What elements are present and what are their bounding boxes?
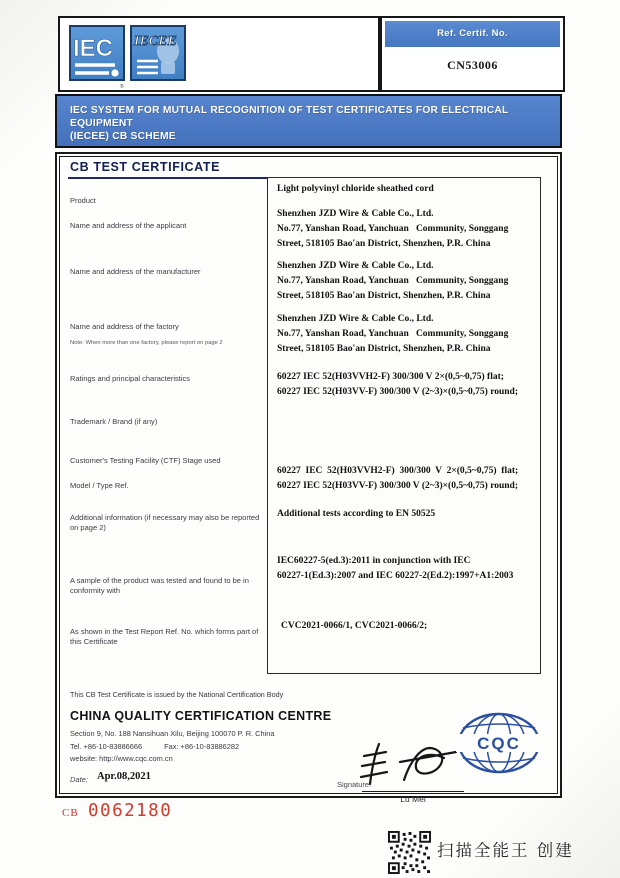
- ncb-name: CHINA QUALITY CERTIFICATION CENTRE: [70, 709, 332, 723]
- ncb-tel: Tel. +86-10-83886666: [70, 742, 143, 751]
- certificate-title: CB TEST CERTIFICATE: [70, 160, 221, 174]
- field-label-additional-info: Additional information (if necessary may also be reported on page 2): [70, 513, 260, 532]
- cb-stamp-prefix: CB: [62, 807, 79, 819]
- value-line: Shenzhen JZD Wire & Cable Co., Ltd.: [277, 209, 434, 219]
- qr-code: [388, 831, 431, 874]
- field-value-factory: [277, 312, 539, 356]
- ref-certif-label: Ref. Certif. No.: [385, 21, 560, 47]
- registered-mark: ®: [120, 84, 124, 90]
- value-line: 60227 IEC 52(H03VVH2-F) 300/300 V 2×(0,5~0,75) flat;: [277, 372, 504, 382]
- field-label-test-report: As shown in the Test Report Ref. No. which forms part of this Certificate: [70, 627, 259, 646]
- field-label-trademark: Trademark / Brand (if any): [70, 417, 158, 426]
- scheme-banner-text: [70, 104, 550, 143]
- signature-line: [362, 791, 464, 792]
- qr-caption: 扫描全能王 创建: [437, 841, 574, 860]
- field-label-model-type: Model / Type Ref.: [70, 481, 129, 490]
- iec-logo-icon: [69, 25, 125, 81]
- cb-stamp-number: 0062180: [88, 801, 173, 821]
- svg-text:IECEE: IECEE: [134, 34, 177, 49]
- value-line: Shenzhen JZD Wire & Cable Co., Ltd.: [277, 314, 434, 324]
- field-value-model-type: [277, 464, 539, 494]
- ncb-tel-fax: [70, 742, 239, 751]
- field-value-ratings: [277, 370, 539, 400]
- field-label-product: Product: [70, 196, 96, 205]
- ncb-website: website: http://www.cqc.com.cn: [70, 754, 173, 763]
- value-line: Light polyvinyl chloride sheathed cord: [277, 184, 434, 194]
- banner-line-2: (IECEE) CB SCHEME: [70, 131, 176, 142]
- factory-note: Note: When more than one factory, please report on page 2: [70, 340, 223, 346]
- value-line: 60227 IEC 52(H03VVH2-F) 300/300 V 2×(0,5~0,75) flat;: [277, 466, 519, 476]
- field-value-applicant: [277, 207, 539, 251]
- field-label-applicant: Name and address of the applicant: [70, 221, 187, 230]
- field-value-test-report: [281, 619, 543, 634]
- field-label-ratings: Ratings and principal characteristics: [70, 374, 191, 383]
- signature-label: Signature:: [337, 780, 372, 789]
- value-line: Additional tests according to EN 50525: [277, 509, 436, 519]
- ref-certif-value: CN53006: [447, 58, 498, 72]
- field-value-manufacturer: [277, 259, 539, 303]
- banner-line-1: IEC SYSTEM FOR MUTUAL RECOGNITION OF TEST CERTIFICATES FOR ELECTRICAL EQUIPMENT: [70, 105, 509, 129]
- value-line: IEC60227-5(ed.3):2011 in conjunction with IEC: [277, 556, 471, 566]
- field-label-manufacturer: Name and address of the manufacturer: [70, 267, 201, 276]
- value-line: 60227 IEC 52(H03VV-F) 300/300 V (2~3)×(0,5~0,75) round;: [277, 480, 519, 491]
- value-line: CVC2021-0066/1, CVC2021-0066/2;: [281, 621, 428, 631]
- signature-handwriting: [352, 738, 472, 790]
- logo-box: [58, 16, 380, 92]
- value-line: Street, 518105 Bao'an District, Shenzhen, P.R. China: [277, 290, 491, 301]
- value-line: 60227 IEC 52(H03VV-F) 300/300 V (2~3)×(0,5~0,75) round;: [277, 386, 519, 397]
- date-value: Apr.08,2021: [97, 771, 151, 782]
- value-line: No.77, Yanshan Road, Yanchuan Community, Songgang: [277, 223, 509, 234]
- date-label: Date:: [70, 775, 88, 784]
- field-value-conformity: [277, 554, 539, 584]
- value-line: No.77, Yanshan Road, Yanchuan Community, Songgang: [277, 275, 509, 286]
- svg-text:CQC: CQC: [477, 734, 521, 753]
- svg-text:IEC: IEC: [73, 35, 114, 62]
- values-box: [267, 177, 541, 674]
- field-label-ctf-stage: Customer's Testing Facility (CTF) Stage used: [70, 456, 221, 465]
- field-label-conformity: A sample of the product was tested and found to be in conformity with: [70, 576, 249, 595]
- value-line: Street, 518105 Bao'an District, Shenzhen, P.R. China: [277, 238, 491, 249]
- scheme-banner: [55, 94, 562, 148]
- ref-certif-box: [380, 16, 565, 92]
- issued-statement: This CB Test Certificate is issued by the National Certification Body: [70, 690, 284, 699]
- field-value-additional-info: [277, 507, 539, 522]
- field-value-product: [277, 182, 539, 197]
- value-line: No.77, Yanshan Road, Yanchuan Community, Songgang: [277, 328, 509, 339]
- signatory-name: Lu Mei: [400, 794, 426, 804]
- value-line: Shenzhen JZD Wire & Cable Co., Ltd.: [277, 261, 434, 271]
- cqc-logo-icon: [456, 710, 542, 776]
- iecee-logo-icon: [130, 25, 186, 81]
- ncb-address: Section 9, No. 188 Nansihuan Xilu, Beijing 100070 P. R. China: [70, 729, 275, 738]
- value-line: 60227-1(Ed.3):2007 and IEC 60227-2(Ed.2):1997+A1:2003: [277, 570, 514, 581]
- ncb-fax: Fax: +86-10-83886282: [164, 742, 240, 751]
- field-label-factory: Name and address of the factory: [70, 322, 179, 331]
- value-line: Street, 518105 Bao'an District, Shenzhen, P.R. China: [277, 343, 491, 354]
